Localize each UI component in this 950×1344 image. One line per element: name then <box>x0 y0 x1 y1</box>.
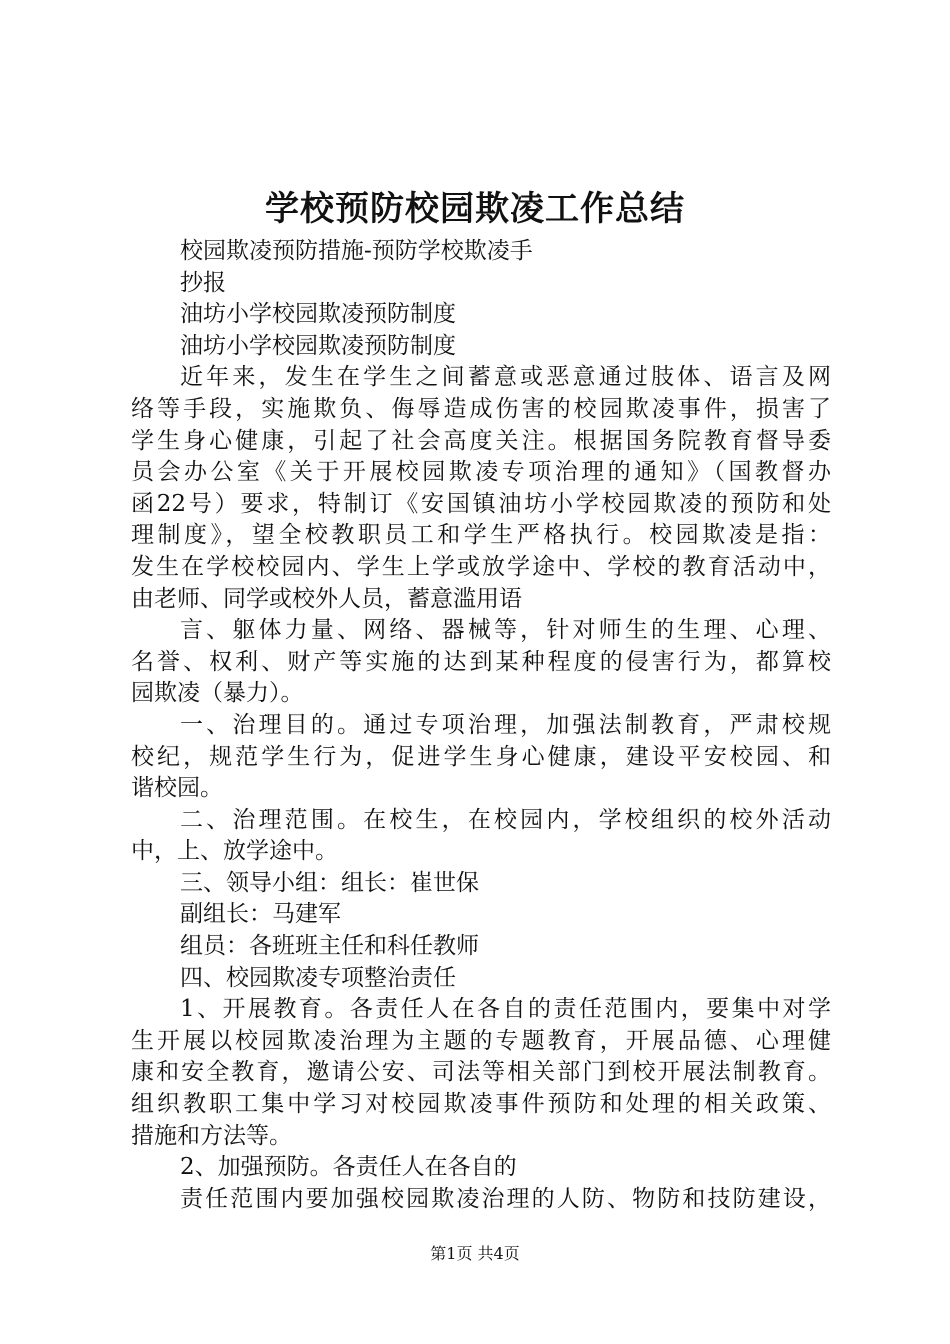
body-line: 1、开展教育。各责任人在各自的责任范围内，要集中对学 <box>180 996 831 1023</box>
body-line: 一、治理目的。通过专项治理，加强法制教育，严肃校规 <box>180 711 831 738</box>
body-line: 中，上、放学途中。 <box>131 838 338 865</box>
body-line: 措施和方法等。 <box>131 1122 292 1149</box>
body-line: 谐校园。 <box>131 775 223 802</box>
body-line: 二、治理范围。在校生，在校园内，学校组织的校外活动 <box>180 806 831 833</box>
body-line: 理制度》，望全校教职员工和学生严格执行。校园欺凌是指： <box>131 522 831 549</box>
body-line: 校园欺凌预防措施-预防学校欺凌手 <box>180 238 533 264</box>
body-line: 近年来，发生在学生之间蓄意或恶意通过肢体、语言及网 <box>180 364 831 391</box>
body-line: 园欺凌（暴力）。 <box>131 680 304 707</box>
body-line: 发生在学校校园内、学生上学或放学途中、学校的教育活动中， <box>131 553 831 580</box>
body-line: 生开展以校园欺凌治理为主题的专题教育，开展品德、心理健 <box>131 1027 831 1054</box>
body-line: 责任范围内要加强校园欺凌治理的人防、物防和技防建设， <box>180 1185 831 1212</box>
body-line: 抄报 <box>180 269 226 296</box>
body-line: 络等手段，实施欺负、侮辱造成伤害的校园欺凌事件，损害了 <box>131 395 831 422</box>
body-line: 副组长：马建军 <box>180 901 341 928</box>
body-line: 康和安全教育，邀请公安、司法等相关部门到校开展法制教育。 <box>131 1059 831 1086</box>
body-line: 油坊小学校园欺凌预防制度 <box>180 301 456 328</box>
document-body <box>131 236 831 1215</box>
body-line: 员会办公室《关于开展校园欺凌专项治理的通知》（国教督办 <box>131 459 831 486</box>
body-line: 组员：各班班主任和科任教师 <box>180 933 479 960</box>
body-line: 学生身心健康，引起了社会高度关注。根据国务院教育督导委 <box>131 427 831 454</box>
body-line: 由老师、同学或校外人员，蓄意滥用语 <box>131 585 522 612</box>
body-line: 2、加强预防。各责任人在各自的 <box>180 1154 517 1181</box>
body-line: 油坊小学校园欺凌预防制度 <box>180 332 456 359</box>
page-footer: 第1页 共4页 <box>430 1244 520 1263</box>
document-title: 学校预防校园欺凌工作总结 <box>265 189 685 229</box>
body-line: 三、领导小组：组长：崔世保 <box>180 869 479 896</box>
body-line: 校纪，规范学生行为，促进学生身心健康，建设平安校园、和 <box>131 743 831 770</box>
body-line: 名誉、权利、财产等实施的达到某种程度的侵害行为，都算校 <box>131 648 831 675</box>
body-line: 组织教职工集中学习对校园欺凌事件预防和处理的相关政策、 <box>131 1091 831 1118</box>
body-line: 四、校园欺凌专项整治责任 <box>180 964 456 991</box>
body-line: 言、躯体力量、网络、器械等，针对师生的生理、心理、 <box>180 617 831 644</box>
body-line: 函22号）要求，特制订《安国镇油坊小学校园欺凌的预防和处 <box>131 490 831 517</box>
